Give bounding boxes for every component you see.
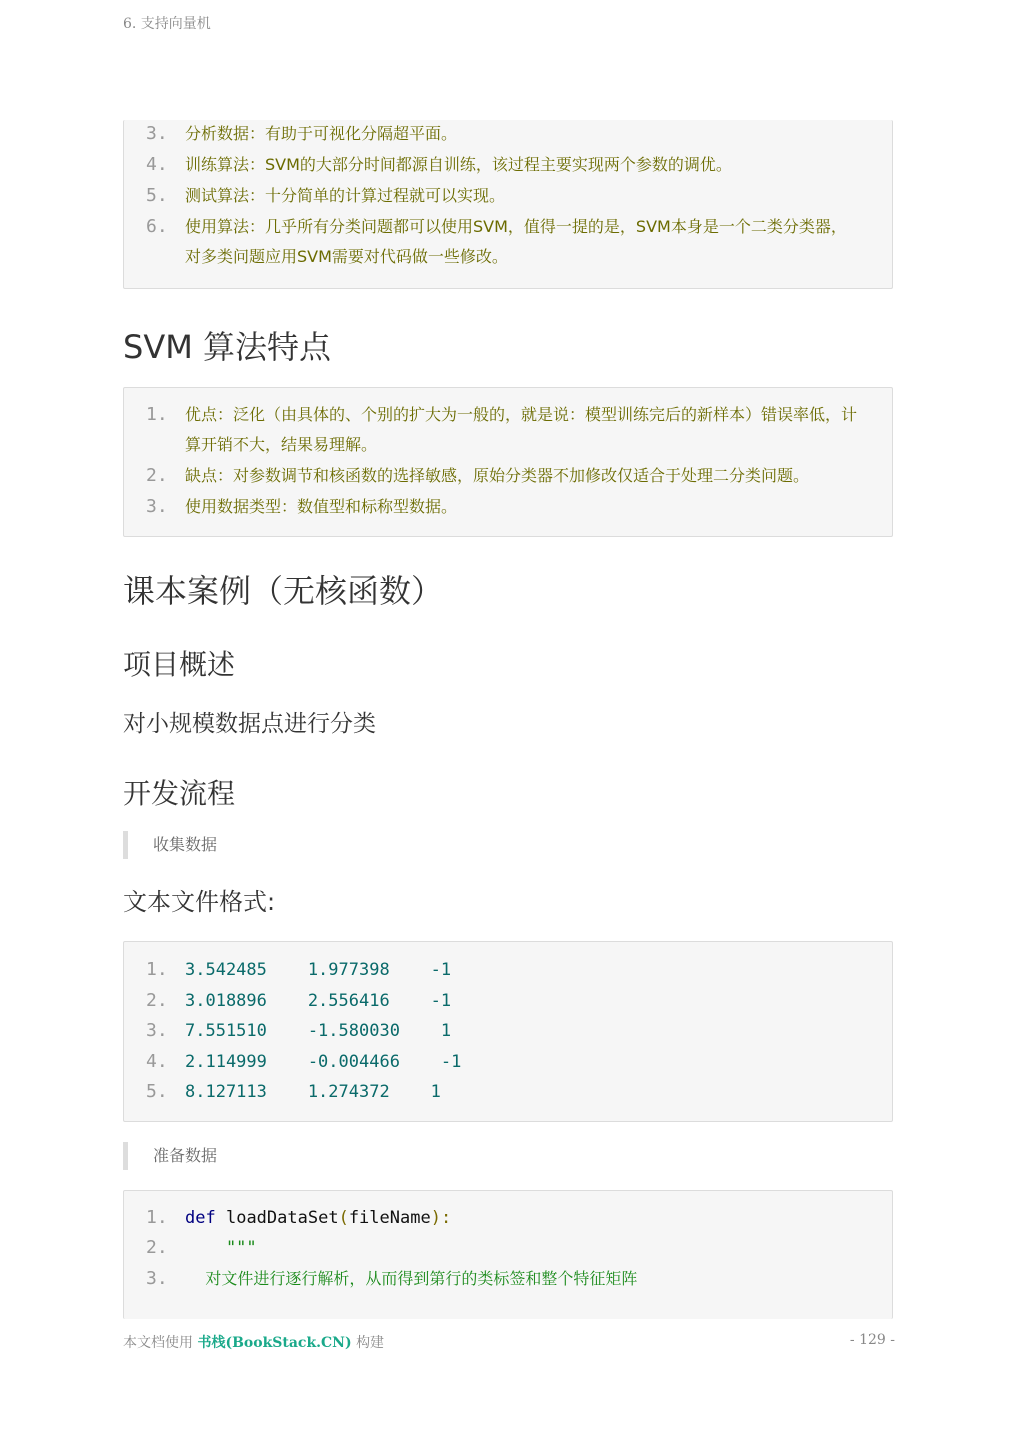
docstring: """: [185, 1238, 257, 1258]
list-item-text: 测试算法：十分简单的计算过程就可以实现。: [185, 186, 506, 205]
features-list-box: [123, 387, 893, 537]
code-text: 7.551510 -1.580030 1: [185, 1021, 452, 1041]
list-item-text: 分析数据：有助于可视化分隔超平面。: [185, 124, 458, 143]
list-item: [124, 122, 892, 146]
function-name: loadDataSet: [225, 1208, 339, 1228]
list-item: [124, 215, 892, 266]
collect-data-quote: 收集数据: [123, 831, 893, 859]
prepare-data-quote: 准备数据: [123, 1142, 893, 1170]
line-number: 1.: [146, 959, 168, 980]
code-line: [124, 1236, 892, 1260]
format-heading: 文本文件格式:: [123, 888, 276, 916]
flow-heading: 开发流程: [123, 777, 236, 810]
chapter-header: 6. 支持向量机: [123, 16, 211, 32]
code-line: [124, 989, 892, 1013]
list-item-text: 使用数据类型：数值型和标称型数据。: [185, 497, 458, 516]
code-line: [124, 1206, 892, 1230]
line-number: 5.: [146, 1081, 168, 1102]
line-number: 5.: [146, 185, 168, 206]
line-number: 2.: [146, 465, 168, 486]
line-number: 3.: [146, 496, 168, 517]
line-number: 3.: [146, 1020, 168, 1041]
code-line: [124, 1267, 892, 1291]
code-line: [124, 1019, 892, 1043]
line-number: 3.: [146, 1268, 168, 1289]
list-item: [124, 464, 892, 488]
list-item-text: 训练算法：SVM的大部分时间都源自训练，该过程主要实现两个参数的调优。: [185, 155, 732, 174]
code-line: [124, 958, 892, 982]
list-item: [124, 184, 892, 208]
paren: (: [338, 1208, 349, 1228]
line-number: 1.: [146, 404, 168, 425]
line-number: 6.: [146, 216, 168, 237]
overview-text: 对小规模数据点进行分类: [123, 711, 376, 737]
features-heading: SVM 算法特点: [123, 328, 331, 366]
case-heading: 课本案例（无核函数）: [123, 572, 444, 610]
line-number: 4.: [146, 154, 168, 175]
footer-prefix: 本文档使用: [123, 1335, 193, 1351]
overview-heading: 项目概述: [123, 648, 236, 681]
code-line: [124, 1080, 892, 1104]
list-item-text: 使用算法：几乎所有分类问题都可以使用SVM，值得一提的是，SVM本身是一个二类分类器，对多类问题应用SVM需要对代码做一些修改。: [185, 217, 847, 266]
line-number: 1.: [146, 1207, 168, 1228]
python-code-box: [123, 1190, 893, 1319]
data-code-box: [123, 941, 893, 1122]
line-number: 2.: [146, 990, 168, 1011]
keyword: def: [185, 1208, 216, 1228]
footer-suffix: 构建: [356, 1335, 385, 1351]
code-text: 2.114999 -0.004466 -1: [185, 1052, 462, 1072]
list-item-text: 缺点：对参数调节和核函数的选择敏感，原始分类器不加修改仅适合于处理二分类问题。: [185, 466, 810, 485]
code-text: 3.542485 1.977398 -1: [185, 960, 452, 980]
code-text: 3.018896 2.556416 -1: [185, 991, 452, 1011]
steps-list-box: [123, 120, 893, 289]
argument: fileName: [348, 1208, 431, 1228]
bookstack-link[interactable]: 书栈(BookStack.CN): [197, 1335, 352, 1351]
code-text: 8.127113 1.274372 1: [185, 1082, 441, 1102]
list-item: [124, 495, 892, 519]
list-item-text: 优点：泛化（由具体的、个别的扩大为一般的，就是说：模型训练完后的新样本）错误率低，计算开销不大，结果易理解。: [185, 405, 858, 454]
code-text: [185, 1206, 862, 1230]
footer-credit: [123, 1332, 384, 1352]
code-line: [124, 1050, 892, 1074]
paren: ):: [430, 1208, 452, 1228]
page-number: - 129 -: [849, 1332, 895, 1348]
line-number: 3.: [146, 123, 168, 144]
line-number: 4.: [146, 1051, 168, 1072]
list-item: [124, 403, 892, 454]
list-item: [124, 153, 892, 177]
docstring: 对文件进行逐行解析，从而得到第行的类标签和整个特征矩阵: [185, 1269, 638, 1288]
line-number: 2.: [146, 1237, 168, 1258]
